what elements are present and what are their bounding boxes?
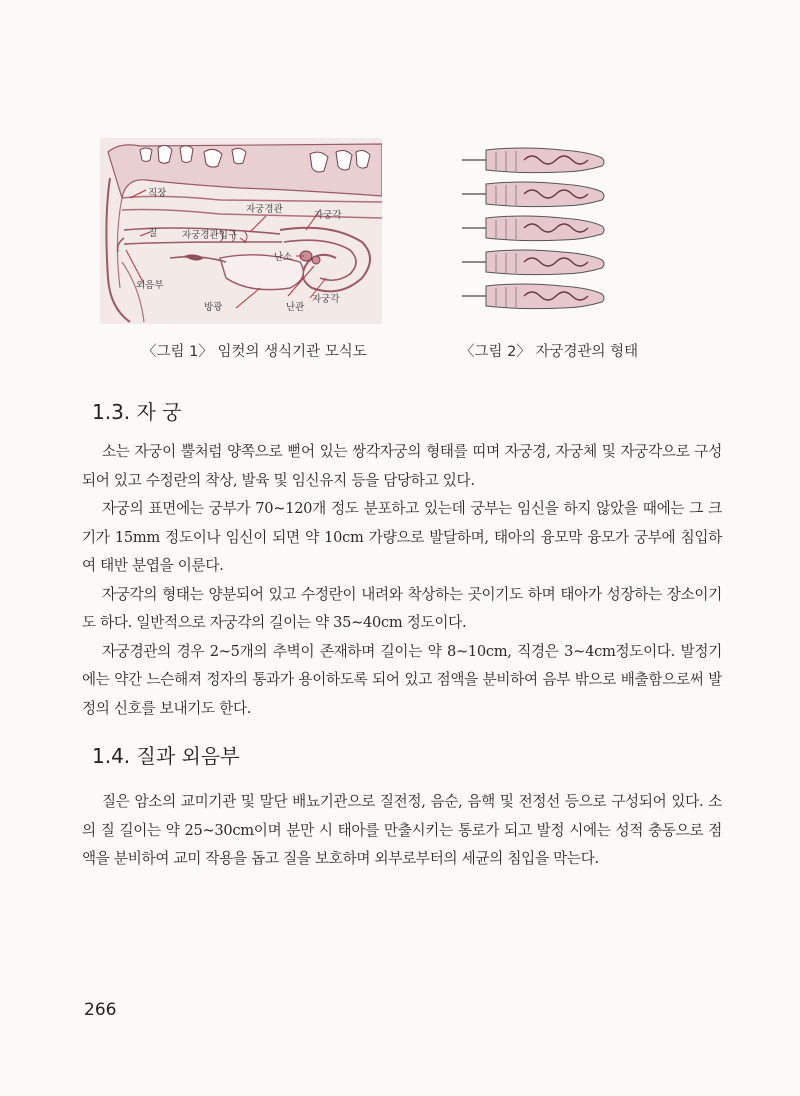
paragraph: 자궁경관의 경우 2~5개의 추벽이 존재하며 길이는 약 8~10cm, 직경은 3~4cm정도이다. 발정기에는 약간 느슨해져 정자의 통과가 용이하도록 되어 있고 점액을 분비하여 음부 밖으로 배출함으로써 발정의 신호를 보내기도 한다. — [82, 642, 722, 717]
paragraph: 소는 자궁이 뿔처럼 양쪽으로 뻗어 있는 쌍각자궁의 형태를 띠며 자궁경, 자궁체 및 자궁각으로 구성되어 있고 수정란의 착상, 발육 및 임신유지 등을 담당하고 있다. — [82, 443, 722, 489]
cervical-canal-5 — [462, 284, 604, 309]
section-body-vagina-vulva — [82, 788, 722, 874]
label-rectum: 직장 — [148, 188, 167, 199]
label-cervical-opening: 자궁경관입구 — [182, 230, 238, 241]
label-uterine-horn-bottom: 자궁각 — [312, 294, 340, 305]
figure-cervical-canal — [462, 146, 606, 310]
cervical-canal-3 — [462, 216, 604, 241]
section-heading-uterus: 1.3. 자 궁 — [92, 400, 182, 424]
cervical-canal-2 — [462, 182, 604, 207]
label-bladder: 방광 — [204, 302, 223, 313]
label-vagina: 질 — [148, 228, 158, 239]
paragraph: 자궁각의 형태는 양분되어 있고 수정란이 내려와 착상하는 곳이기도 하며 태아가 성장하는 장소이기도 하다. 일반적으로 자궁각의 길이는 약 35~40cm 정도이다. — [82, 585, 722, 631]
page-number: 266 — [84, 1000, 117, 1020]
paragraph: 질은 암소의 교미기관 및 말단 배뇨기관으로 질전정, 음순, 음핵 및 전정선 등으로 구성되어 있다. 소의 질 길이는 약 25~30cm이며 분만 시 태아를 만출시키는 통로가 되고 발정 시에는 성적 충동으로 점액을 분비하여 교미 작용을 돕고 질을 보호하며 외부로부터의 세균의 침입을 막는다. — [82, 793, 722, 867]
label-vulva: 외음부 — [136, 280, 164, 291]
figure2-caption: 〈그림 2〉 자궁경관의 형태 — [460, 344, 639, 360]
cervical-canal-illustration — [462, 146, 606, 310]
figure-reproductive-organs — [100, 138, 382, 324]
cervical-canal-4 — [462, 250, 604, 275]
label-oviduct: 난관 — [286, 302, 305, 313]
paragraph: 자궁의 표면에는 궁부가 70~120개 정도 분포하고 있는데 궁부는 임신을 하지 않았을 때에는 그 크기가 15mm 정도이나 임신이 되면 약 10cm 가량으로 발달하며, 태아의 융모막 융모가 궁부에 침입하여 태반 분엽을 이룬다. — [82, 500, 722, 574]
cervical-canal-1 — [462, 148, 604, 173]
figure1-caption: 〈그림 1〉 임컷의 생식기관 모식도 — [142, 344, 367, 360]
label-cervix: 자궁경관 — [246, 204, 283, 215]
label-uterine-horn-top: 자궁각 — [314, 210, 342, 221]
reproductive-organs-illustration — [100, 138, 382, 324]
label-ovary: 난소 — [274, 252, 293, 263]
section-body-uterus — [82, 438, 722, 723]
section-heading-vagina-vulva: 1.4. 질과 외음부 — [92, 744, 240, 768]
